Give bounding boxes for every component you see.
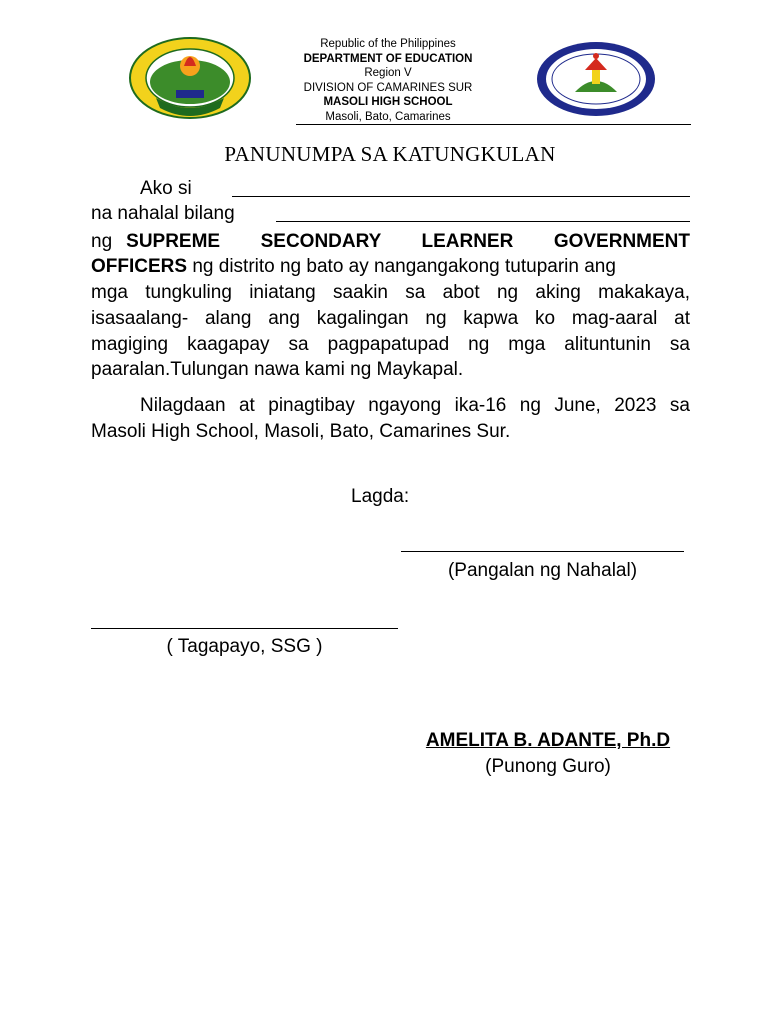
oath-line-3 xyxy=(91,229,690,254)
oath-line-8: paaralan.Tulungan nawa kami ng Maykapal. xyxy=(91,359,464,380)
oath-line-4-rest: ng distrito ng bato ay nangangakong tutuparin ang xyxy=(187,256,616,277)
division-seal-logo xyxy=(128,36,252,120)
name-blank-line xyxy=(232,196,690,197)
organization-name-part1: SUPREME SECONDARY LEARNER GOVERNMENT xyxy=(126,231,690,252)
adviser-signature-line xyxy=(91,628,398,629)
letterhead-school: MASOLI HIGH SCHOOL xyxy=(323,96,453,108)
elected-signature-line xyxy=(401,551,684,552)
header-rule xyxy=(296,124,691,125)
adviser-caption: ( Tagapayo, SSG ) xyxy=(166,636,323,657)
oath-line-position-label: na nahalal bilang xyxy=(91,203,235,224)
document-title: PANUNUMPA SA KATUNGKULAN xyxy=(224,142,556,166)
letterhead xyxy=(278,37,498,124)
signing-line-1: Nilagdaan at pinagtibay ngayong ika-16 ng June, 2023 sa xyxy=(140,395,690,416)
letterhead-republic: Republic of the Philippines xyxy=(320,38,456,50)
letterhead-department: DEPARTMENT OF EDUCATION xyxy=(303,52,473,65)
oath-line-5: mga tungkuling iniatang saakin sa abot ng aking makakaya, xyxy=(91,282,690,303)
oath-line-name-label: Ako si xyxy=(140,178,192,199)
principal-caption: (Punong Guro) xyxy=(485,756,611,777)
letterhead-region: Region V xyxy=(364,67,412,79)
letterhead-address: Masoli, Bato, Camarines xyxy=(325,110,451,123)
signature-label: Lagda: xyxy=(351,486,410,507)
elected-caption: (Pangalan ng Nahalal) xyxy=(447,560,638,581)
letterhead-division: DIVISION OF CAMARINES SUR xyxy=(303,81,473,94)
position-blank-line xyxy=(276,221,690,222)
signing-line-2: Masoli High School, Masoli, Bato, Camarines Sur. xyxy=(91,421,511,442)
principal-name: AMELITA B. ADANTE, Ph.D xyxy=(425,730,671,751)
oath-line-6: isasaalang- alang ang kagalingan ng kapwa ko mag-aaral at xyxy=(91,308,690,329)
oath-line-4 xyxy=(91,254,690,279)
oath-line-3-prefix: ng xyxy=(91,231,113,252)
organization-name-part2: OFFICERS xyxy=(91,256,188,277)
school-seal-logo xyxy=(535,40,657,118)
oath-line-7: magiging kaagapay sa pagpapatupad ng mga alituntunin sa xyxy=(91,334,690,355)
